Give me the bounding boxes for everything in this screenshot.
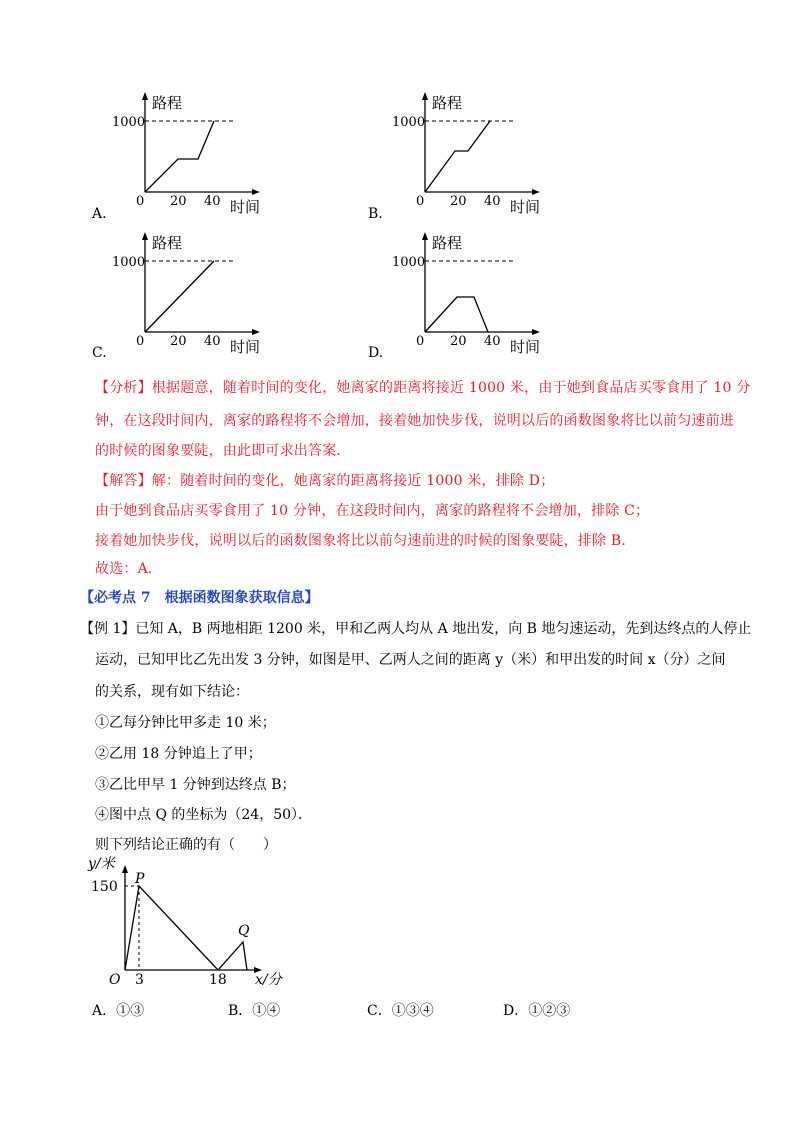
distance-path [125,886,247,970]
y-axis-arrow [422,92,428,100]
option-c-letter: C. [92,345,107,361]
y-tick-1000: 1000 [112,255,146,270]
x-tick-20: 20 [450,194,467,209]
x-tick-40: 40 [204,334,221,349]
graph-b [370,90,550,224]
example-line-1: 【例 1】已知 A，B 两地相距 1200 米，甲和乙两人均从 A 地出发，向 B 地匀速运动，先到达终点的人停止 [80,621,752,637]
example-line-3: 的关系，现有如下结论： [95,684,249,700]
analysis-line-1: 【分析】根据题意，随着时间的变化，她离家的距离将接近 1000 米，由于她到食品店买零食用了 10 分 [95,380,751,396]
graph-b-path [425,121,490,192]
point-p-label: P [135,871,145,887]
x-tick-40: 40 [484,334,501,349]
x-label: x/分 [255,972,282,988]
x-tick-3: 3 [135,972,144,988]
graph-a [90,90,270,224]
x-label: 时间 [230,198,261,216]
x-tick-20: 20 [450,334,467,349]
x-axis-arrow [532,189,540,195]
x-tick-0: 0 [136,194,145,209]
point-q-label: Q [238,923,250,939]
graph-d [370,230,550,364]
distance-graph-svg [85,855,295,990]
conclusion-4: ④图中点 Q 的坐标为（24，50）． [95,807,313,823]
option-b-letter: B. [368,206,383,222]
x-axis-arrow [252,329,260,335]
x-tick-18: 18 [209,972,227,988]
option-a-letter: A. [92,206,107,222]
choice-d: D．①②③ [503,1003,571,1019]
choice-a: A．①③ [92,1003,145,1019]
answer-line-4: 故选：A． [95,561,163,577]
origin-label: O [109,972,121,988]
graph-c [90,230,270,364]
y-tick-1000: 1000 [112,115,146,130]
x-tick-20: 20 [170,194,187,209]
question-line: 则下列结论正确的有（ ） [95,837,277,853]
y-label: 路程 [432,94,463,112]
option-d-letter: D. [368,345,384,361]
y-axis-arrow [142,232,148,240]
graph-c-svg [90,230,270,360]
graph-d-path [425,297,488,332]
section-heading: 【必考点 7 根据函数图象获取信息】 [80,590,319,606]
x-label: 时间 [510,198,541,216]
example-line-2: 运动，已知甲比乙先出发 3 分钟，如图是甲、乙两人之间的距离 y（米）和甲出发的时间 x（分）之间 [95,652,726,668]
x-label: 时间 [510,338,541,356]
x-label: 时间 [230,338,261,356]
x-axis-arrow [252,189,260,195]
x-tick-40: 40 [484,194,501,209]
graph-a-svg [90,90,270,220]
distance-graph [85,855,295,994]
y-tick-150: 150 [91,879,118,895]
x-tick-0: 0 [416,334,425,349]
graph-b-svg [370,90,550,220]
y-tick-1000: 1000 [392,115,426,130]
graph-a-path [145,121,214,192]
y-label: y/米 [88,856,115,872]
x-tick-0: 0 [136,334,145,349]
choice-c: C．①③④ [367,1003,434,1019]
x-tick-40: 40 [204,194,221,209]
y-tick-1000: 1000 [392,255,426,270]
y-label: 路程 [152,94,183,112]
answer-line-3: 接着她加快步伐，说明以后的函数图象将比以前匀速前进的时候的图象要陡，排除 B． [95,533,636,549]
answer-line-1: 【解答】解：随着时间的变化，她离家的距离将接近 1000 米，排除 D； [95,473,555,489]
y-axis-arrow [142,92,148,100]
graph-c-path [145,261,214,332]
y-axis-arrow [122,865,128,873]
choice-b: B．①④ [228,1003,281,1019]
analysis-line-3: 的时候的图象要陡，由此即可求出答案． [95,443,351,459]
y-axis-arrow [422,232,428,240]
x-axis-arrow [532,329,540,335]
conclusion-3: ③乙比甲早 1 分钟到达终点 B； [95,777,296,793]
answer-line-2: 由于她到食品店买零食用了 10 分钟，在这段时间内，离家的路程将不会增加，排除 C； [95,503,650,519]
x-tick-0: 0 [416,194,425,209]
conclusion-1: ①乙每分钟比甲多走 10 米； [95,715,276,731]
y-label: 路程 [432,234,463,252]
analysis-line-2: 钟，在这段时间内，离家的路程将不会增加，接着她加快步伐，说明以后的函数图象将比以前匀速前进 [95,413,734,429]
graph-d-svg [370,230,550,360]
conclusion-2: ②乙用 18 分钟追上了甲； [95,746,262,762]
x-tick-20: 20 [170,334,187,349]
y-label: 路程 [152,234,183,252]
